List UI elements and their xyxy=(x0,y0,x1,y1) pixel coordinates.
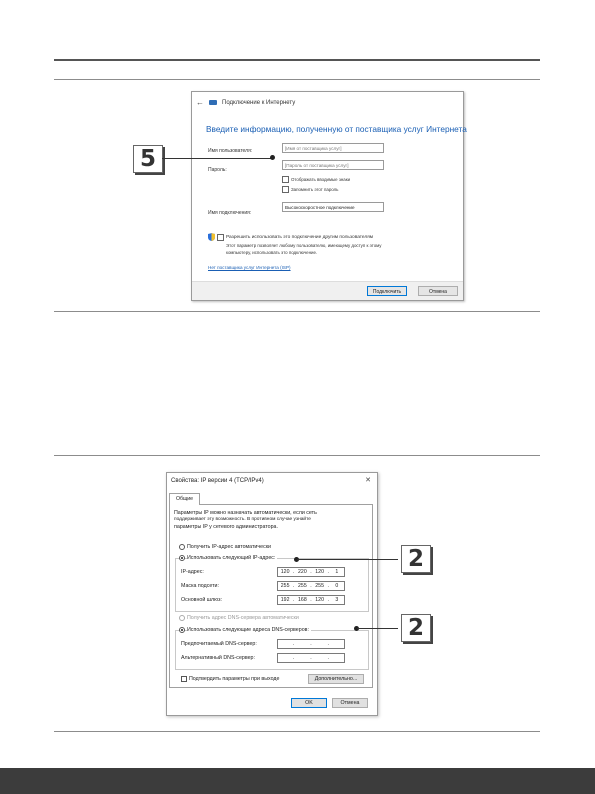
auto-ip-radio[interactable] xyxy=(179,544,185,550)
callout-step-2-ip: 2 xyxy=(401,545,431,573)
section-rule xyxy=(54,79,540,80)
password-label: Пароль: xyxy=(208,167,227,173)
auto-dns-radio[interactable] xyxy=(179,615,185,621)
manual-dns-label: Использовать следующие адреса DNS-серверов: xyxy=(187,627,309,633)
subnet-mask-field[interactable]: 255 . 255 . 255 . 0 xyxy=(277,581,345,591)
ok-button[interactable]: OK xyxy=(291,698,327,708)
allow-others-description-line2: компьютеру, использовать это подключение. xyxy=(226,250,318,255)
page-footer-bar xyxy=(0,768,595,794)
allow-others-checkbox[interactable] xyxy=(217,234,224,241)
section-rule xyxy=(54,311,540,312)
default-gateway-field[interactable]: 192 . 168 . 120 . 3 xyxy=(277,595,345,605)
alternate-dns-label: Альтернативный DNS-сервер: xyxy=(181,655,255,661)
validate-on-exit-label: Подтвердить параметры при выходе xyxy=(189,676,280,682)
callout-leader-line xyxy=(357,628,398,629)
callout-leader-line xyxy=(162,158,272,159)
dialog-titlebar xyxy=(196,98,295,107)
no-isp-link[interactable]: Нет поставщика услуг Интернета (ISP) xyxy=(208,265,291,270)
remember-password-label: Запомнить этот пароль xyxy=(291,187,339,192)
show-characters-label: Отображать вводимые знаки xyxy=(291,177,351,182)
remember-password-checkbox[interactable] xyxy=(282,186,289,193)
username-label: Имя пользователя: xyxy=(208,148,253,154)
validate-on-exit-checkbox[interactable] xyxy=(181,676,187,682)
ip-address-label: IP-адрес: xyxy=(181,569,204,575)
default-gateway-label: Основной шлюз: xyxy=(181,597,222,603)
ip-address-field[interactable]: 120 . 220 . 120 . 1 xyxy=(277,567,345,577)
close-icon[interactable]: ✕ xyxy=(365,477,371,484)
ipv4-properties-dialog xyxy=(166,472,378,716)
callout-step-2-dns: 2 xyxy=(401,614,431,642)
dialog-title: Подключение к Интернету xyxy=(222,99,296,106)
back-arrow-icon[interactable]: ← xyxy=(196,98,204,107)
auto-dns-label: Получить адрес DNS-сервера автоматически xyxy=(187,615,299,621)
intro-text-line1: Параметры IP можно назначать автоматически, если сеть xyxy=(174,510,317,516)
password-field[interactable]: [Пароль от поставщика услуг] xyxy=(282,160,384,170)
username-field[interactable]: [Имя от поставщика услуг] xyxy=(282,143,384,153)
tab-general[interactable]: Общие xyxy=(169,493,200,505)
auto-ip-label: Получить IP-адрес автоматически xyxy=(187,544,272,550)
internet-connection-dialog xyxy=(191,91,467,301)
preferred-dns-label: Предпочитаемый DNS-сервер: xyxy=(181,641,257,647)
callout-dot xyxy=(270,155,275,160)
section-rule xyxy=(54,455,540,456)
manual-ip-label: Использовать следующий IP-адрес: xyxy=(187,555,276,561)
show-characters-checkbox[interactable] xyxy=(282,176,289,183)
dialog-title: Свойства: IP версии 4 (TCP/IPv4) xyxy=(171,478,264,484)
allow-others-description-line1: Этот параметр позволяет любому пользователю, имеющему доступ к этому xyxy=(226,243,382,248)
alternate-dns-field[interactable]: . . . xyxy=(277,653,345,663)
network-icon xyxy=(209,100,217,105)
advanced-button[interactable]: Дополнительно... xyxy=(308,674,364,684)
callout-leader-line xyxy=(297,559,398,560)
connection-name-field[interactable]: Высокоскоростное подключение xyxy=(282,202,384,212)
section-rule xyxy=(54,731,540,732)
manual-ip-radio[interactable] xyxy=(179,555,185,561)
preferred-dns-field[interactable]: . . . xyxy=(277,639,345,649)
subnet-mask-label: Маска подсети: xyxy=(181,583,219,589)
dialog-heading: Введите информацию, полученную от поставщика услуг Интернета xyxy=(206,124,467,134)
top-rule xyxy=(54,59,540,61)
intro-text-line2: поддерживает эту возможность. В противном случае узнайте xyxy=(174,517,311,522)
allow-others-label: Разрешить использовать это подключение другим пользователям xyxy=(226,235,374,240)
dns-settings-group xyxy=(175,630,369,670)
manual-dns-radio[interactable] xyxy=(179,627,185,633)
cancel-button[interactable]: Отмена xyxy=(418,286,458,296)
connect-button[interactable]: Подключить xyxy=(367,286,407,296)
intro-text-line3: параметры IP у сетевого администратора. xyxy=(174,524,278,530)
connection-name-label: Имя подключения: xyxy=(208,210,252,216)
cancel-button[interactable]: Отмена xyxy=(332,698,368,708)
callout-step-5: 5 xyxy=(133,145,163,173)
shield-icon xyxy=(208,233,215,241)
dialog-footer xyxy=(192,281,463,300)
